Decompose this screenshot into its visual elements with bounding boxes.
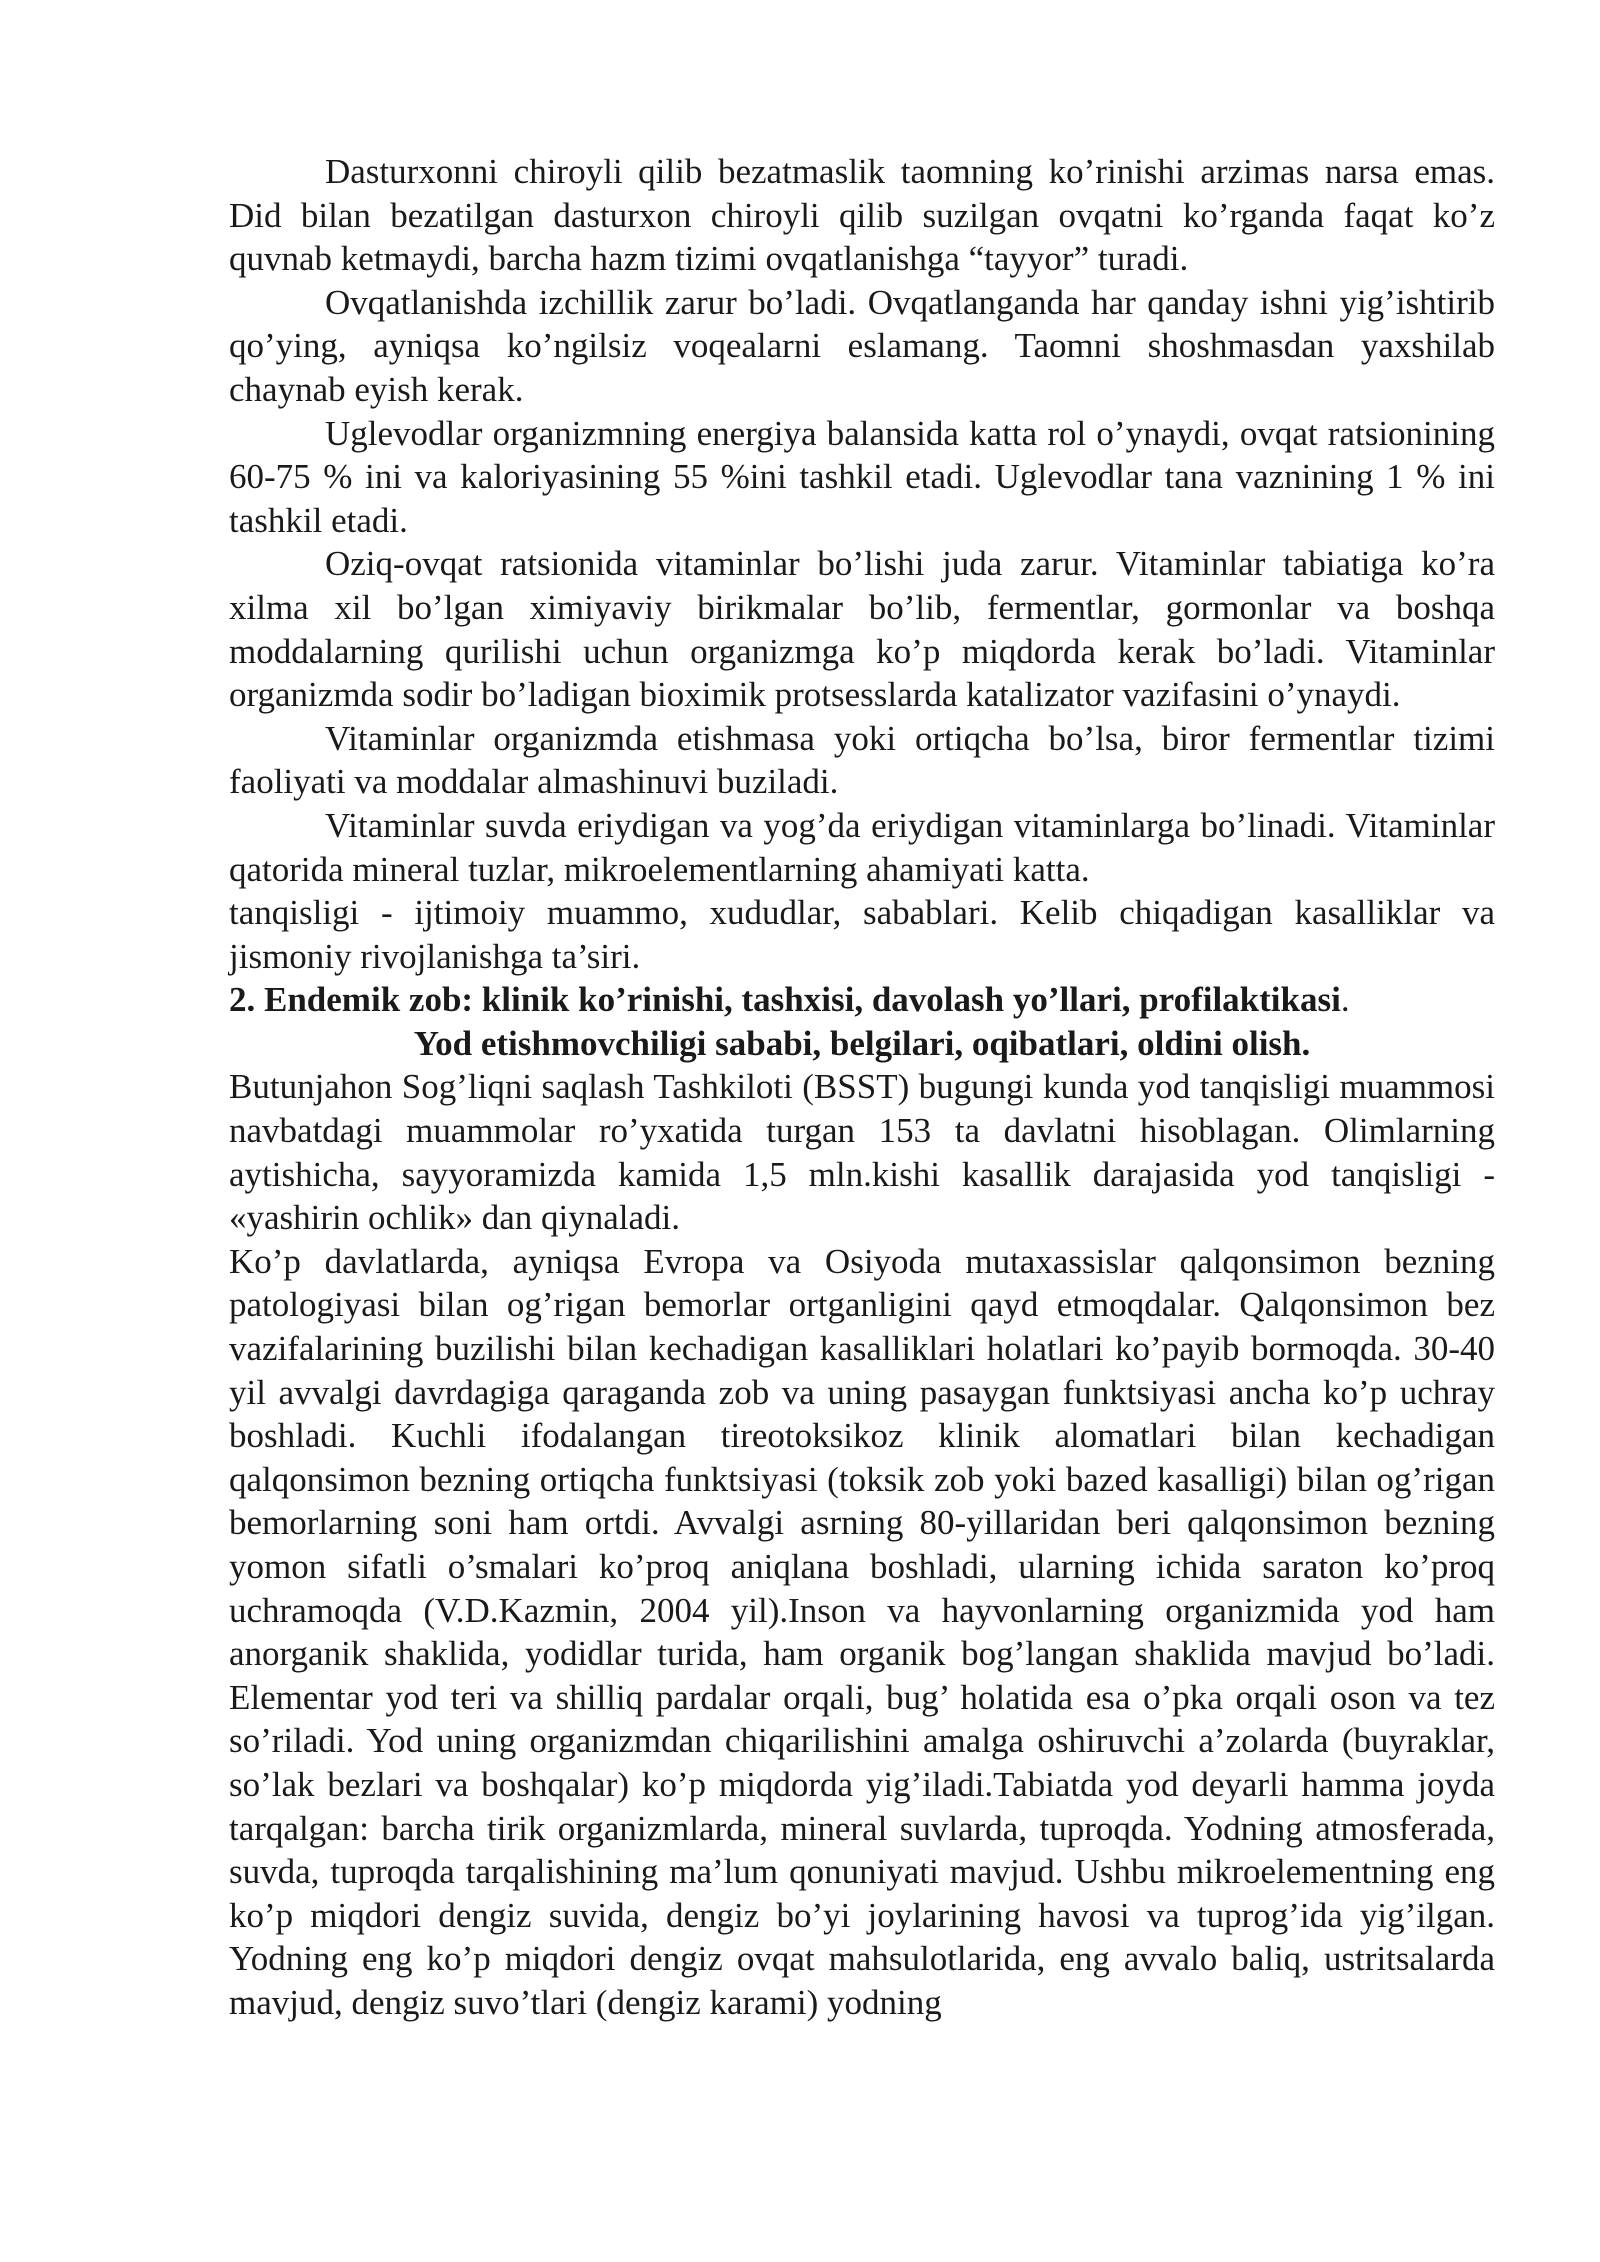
paragraph-vitaminlar-zarur: Oziq-ovqat ratsionida vitaminlar bo’lishi juda zarur. Vitaminlar tabiatiga ko’ra xilma xil bo’lgan ximiyaviy birikmalar bo’lib, fermentlar, gormonlar va boshqa moddalarning qurilishi uchun organizmga ko’p miqdorda kerak bo’ladi. Vitaminlar organizmda sodir bo’ladigan bioximik protsesslarda katalizator vazifasini o’ynaydi. — [229, 544, 1495, 715]
paragraph-ovqatlanish: Ovqatlanishda izchillik zarur bo’ladi. Ovqatlanganda har qanday ishni yig’ishtirib qo’ying, ayniqsa ko’ngilsiz voqealarni eslamang. Taomni shoshmasdan yaxshilab chaynab eyish kerak. — [229, 282, 1495, 409]
document-page — [229, 150, 1495, 2025]
section-heading-dot: . — [1340, 980, 1350, 1020]
paragraph-uglevodlar: Uglevodlar organizmning energiya balansida katta rol o’ynaydi, ovqat ratsionining 60-75 % ini va kaloriyasining 55 %ini tashkil etadi. Uglevodlar tana vaznining 1 % ini tashkil etadi. — [229, 413, 1495, 540]
paragraph-dasturxon: Dasturxonni chiroyli qilib bezatmaslik taomning ko’rinishi arzimas narsa emas. Did bilan bezatilgan dasturxon chiroyli qilib suzilgan ovqatni ko’rganda faqat ko’z quvnab ketmaydi, barcha hazm tizimi ovqatlanishga “tayyor” turadi. — [229, 152, 1495, 279]
paragraph-vitaminlar-turlari: Vitaminlar suvda eriydigan va yog’da eriydigan vitaminlarga bo’linadi. Vitaminlar qatorida mineral tuzlar, mikroelementlarning ahamiyati katta. — [229, 805, 1495, 889]
paragraph-vitaminlar-etishmasa: Vitaminlar organizmda etishmasa yoki ortiqcha bo’lsa, biror fermentlar tizimi faoliyati va moddalar almashinuvi buziladi. — [229, 718, 1495, 802]
paragraph-bsst: Butunjahon Sog’liqni saqlash Tashkiloti (BSST) bugungi kunda yod tanqisligi muammosi navbatdagi muammolar ro’yxatida turgan 153 ta davlatni hisoblagan. Olimlarning aytishicha, sayyoramizda kamida 1,5 mln.kishi kasallik darajasida yod tanqisligi - «yashirin ochlik» dan qiynaladi. — [229, 1067, 1495, 1238]
subsection-heading: Yod etishmovchiligi sababi, belgilari, oqibatlari, oldini olish. — [413, 1023, 1311, 1063]
section-heading — [229, 978, 1495, 1022]
paragraph-qalqonsimon: Ko’p davlatlarda, ayniqsa Evropa va Osiyoda mutaxassislar qalqonsimon bezning patologiyasi bilan og’rigan bemorlar ortganligini qayd etmoqdalar. Qalqonsimon bez vazifalarining buzilishi bilan kechadigan kasalliklari holatlari ko’payib bormoqda. 30-40 yil avvalgi davrdagiga qaraganda zob va uning pasaygan funktsiyasi ancha ko’p uchray boshladi. Kuchli ifodalangan tireotoksikoz klinik alomatlari bilan kechadigan qalqonsimon bezning ortiqcha funktsiyasi (toksik zob yoki bazed kasalligi) bilan og’rigan bemorlarning soni ham ortdi. Avvalgi asrning 80-yillaridan beri qalqonsimon bezning yomon sifatli o’smalari ko’proq aniqlana boshladi, ularning ichida saraton ko’proq uchramoqda (V.D.Kazmin, 2004 yil).Inson va hayvonlarning organizmida yod ham anorganik shaklida, yodidlar turida, ham organik bog’langan shaklida mavjud bo’ladi. Elementar yod teri va shilliq pardalar orqali, bug’ holatida esa o’pka orqali oson va tez so’riladi. Yod uning organizmdan chiqarilishini amalga oshiruvchi a’zolarda (buyraklar, so’lak bezlari va boshqalar) ko’p miqdorda yig’iladi.Tabiatda yod deyarli hamma joyda tarqalgan: barcha tirik organizmlarda, mineral suvlarda, tuproqda. Yodning atmosferada, suvda, tuproqda tarqalishining ma’lum qonuniyati mavjud. Ushbu mikroelementning eng ko’p miqdori dengiz suvida, dengiz bo’yi joylarining havosi va tuprog’ida yig’ilgan. Yodning eng ko’p miqdori dengiz ovqat mahsulotlarida, eng avvalo baliq, ustritsalarda mavjud, dengiz suvo’tlari (dengiz karami) yodning — [229, 1241, 1495, 2022]
paragraph-tanqisligi: tanqisligi - ijtimoiy muammo, xududlar, sabablari. Kelib chiqadigan kasalliklar va jismoniy rivojlanishga ta’siri. — [229, 893, 1495, 976]
section-heading-text: 2. Endemik zob: klinik ko’rinishi, tashxisi, davolash yo’llari, profilaktikasi — [229, 980, 1341, 1020]
